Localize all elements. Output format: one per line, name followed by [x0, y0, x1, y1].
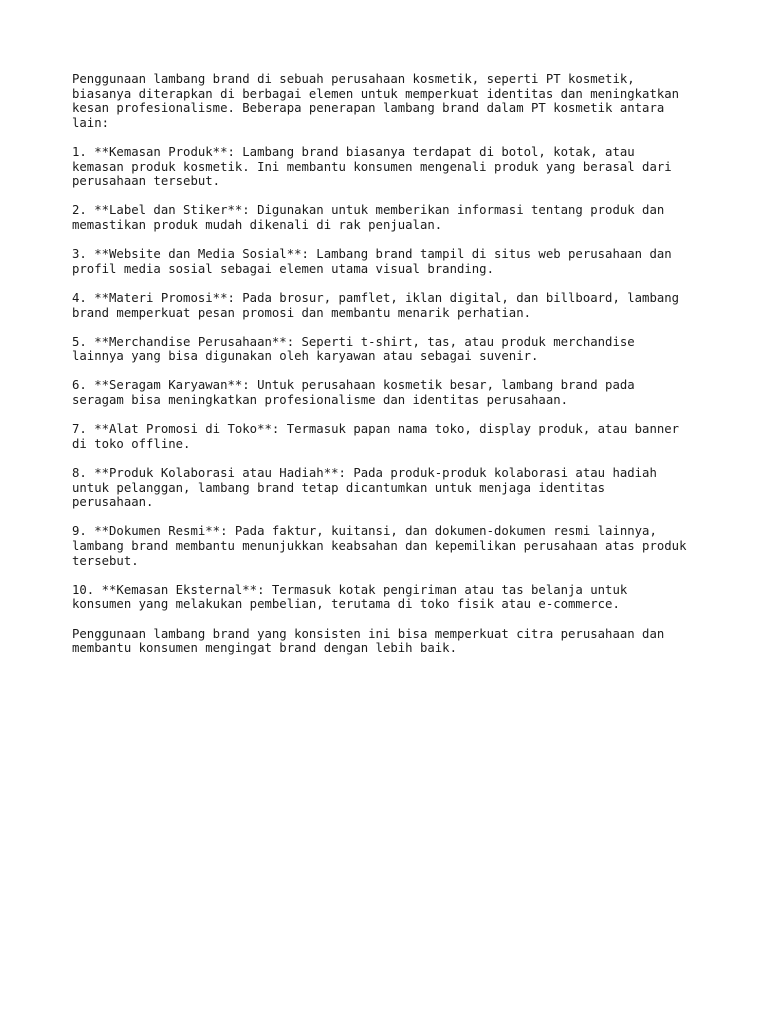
list-item: 8. **Produk Kolaborasi atau Hadiah**: Pada produk-produk kolaborasi atau hadiah untuk pelanggan, lambang brand tetap dicantumkan untuk menjaga identitas perusahaan.	[72, 466, 657, 510]
intro-paragraph: Penggunaan lambang brand di sebuah perusahaan kosmetik, seperti PT kosmetik, biasanya diterapkan di berbagai elemen untuk memperkuat identitas dan meningkatkan kesan profesionalisme. Beberapa penerapan lambang brand dalam PT kosmetik antara lain:	[72, 72, 680, 130]
list-item: 7. **Alat Promosi di Toko**: Termasuk papan nama toko, display produk, atau banner di toko offline.	[72, 422, 680, 451]
conclusion-paragraph: Penggunaan lambang brand yang konsisten ini bisa memperkuat citra perusahaan dan membantu konsumen mengingat brand dengan lebih baik.	[72, 626, 665, 656]
list-item: 6. **Seragam Karyawan**: Untuk perusahaan kosmetik besar, lambang brand pada seragam bisa meningkatkan profesionalisme dan identitas perusahaan.	[72, 378, 635, 408]
list-item: 10. **Kemasan Eksternal**: Termasuk kotak pengiriman atau tas belanja untuk konsumen yang melakukan pembelian, terutama di toko fisik atau e-commerce.	[72, 582, 628, 612]
list-item: 1. **Kemasan Produk**: Lambang brand biasanya terdapat di botol, kotak, atau kemasan produk kosmetik. Ini membantu konsumen mengenali produk yang berasal dari perusahaan tersebut.	[72, 144, 672, 189]
list-item: 3. **Website dan Media Sosial**: Lambang brand tampil di situs web perusahaan dan profil media sosial sebagai elemen utama visual branding.	[72, 247, 672, 276]
list-item: 4. **Materi Promosi**: Pada brosur, pamflet, iklan digital, dan billboard, lambang brand memperkuat pesan promosi dan membantu menarik perhatian.	[72, 290, 680, 320]
list-item: 5. **Merchandise Perusahaan**: Seperti t-shirt, tas, atau produk merchandise lainnya yang bisa digunakan oleh karyawan atau sebagai suvenir.	[72, 334, 635, 364]
list-item: 2. **Label dan Stiker**: Digunakan untuk memberikan informasi tentang produk dan memastikan produk mudah dikenali di rak penjualan.	[72, 203, 665, 232]
list-item: 9. **Dokumen Resmi**: Pada faktur, kuitansi, dan dokumen-dokumen resmi lainnya, lambang brand membantu menunjukkan keabsahan dan kepemilikan perusahaan atas produk tersebut.	[72, 524, 687, 568]
document-page	[72, 72, 712, 670]
